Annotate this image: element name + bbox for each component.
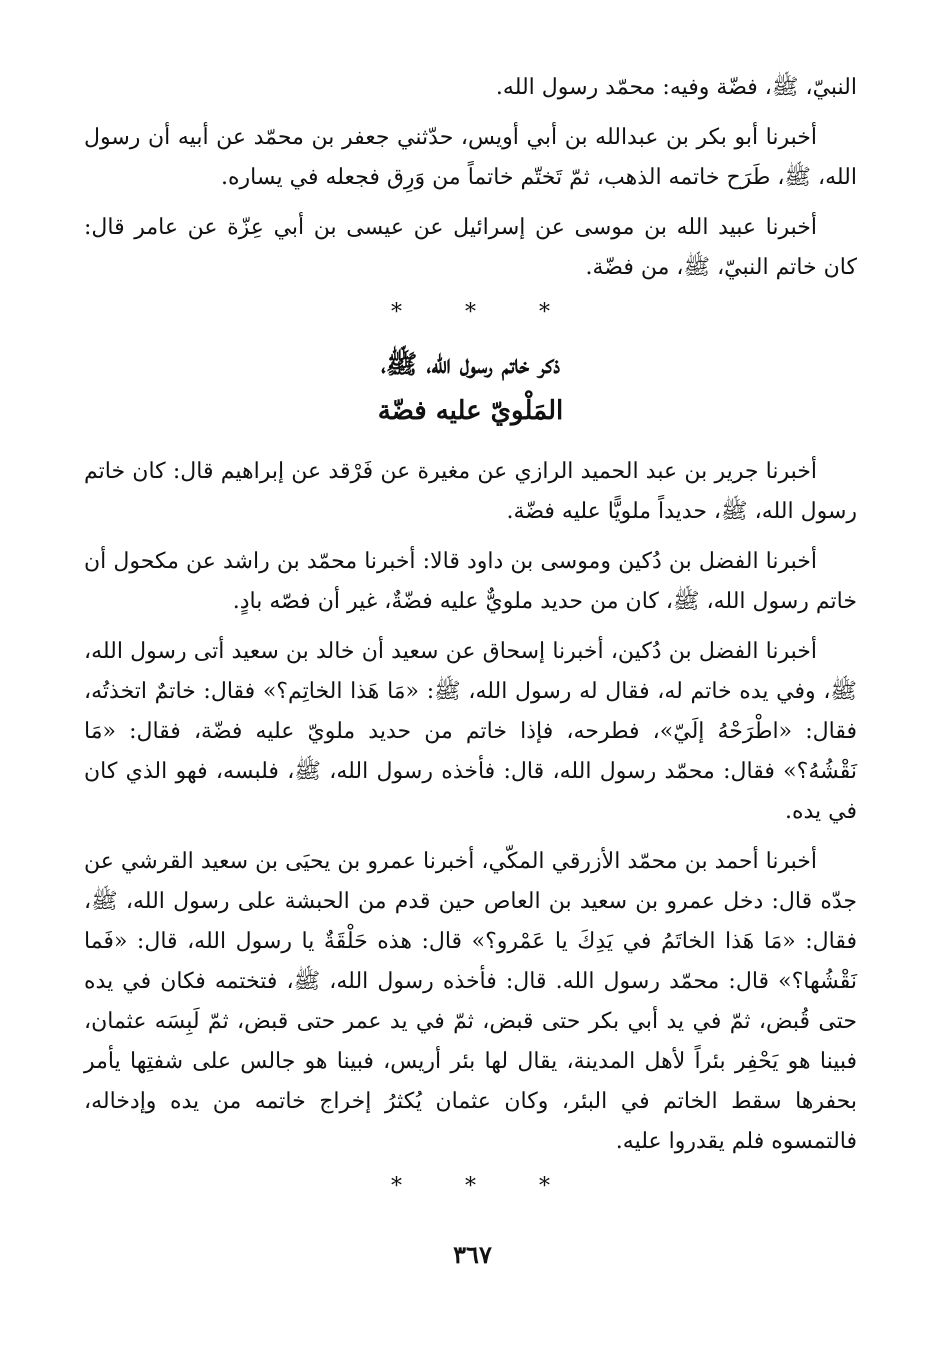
section-divider: [84, 1172, 857, 1202]
asterisk-ornament: *: [391, 300, 402, 325]
asterisk-ornament: *: [391, 1174, 402, 1199]
chapter-heading: [84, 342, 857, 434]
asterisk-ornament: *: [539, 300, 550, 325]
heading-line-1: ذكر خاتم رسول الله، ﷺ،: [380, 350, 561, 380]
paragraph: أخبرنا أحمد بن محمّد الأزرقي المكّي، أخبرنا عمرو بن يحيَى بن سعيد القرشي عن جدّه قال: دخل عمرو بن سعيد بن العاص حين قدم من الحبشة على رسول الله، ﷺ، فقال: «مَا هَذا الخاتَمُ في يَدِكَ يا عَمْرو؟» قال: هذه حَلْقَةٌ يا رسول الله، قال: «فَما نَقْشُها؟» قال: محمّد رسول الله. قال: فأخذه رسول الله، ﷺ، فتختمه فكان في يده حتى قُبض، ثمّ في يد أبي بكر حتى قبض، ثمّ في يد عمر حتى قبض، ثمّ لَبِسَه عثمان، فبينا هو يَحْفِر بئراً لأهل المدينة، يقال لها بئر أريس، فبينا هو جالس على شفتِها يأمر بحفرها سقط الخاتم في البئر، وكان عثمان يُكثرُ إخراج خاتمه من يده وإدخاله، فالتمسوه فلم يقدروا عليه.: [84, 849, 857, 1154]
page-number: ٣٦٧: [453, 1240, 492, 1269]
section-divider: [84, 298, 857, 328]
asterisk-ornament: *: [539, 1174, 550, 1199]
paragraph: أخبرنا أبو بكر بن عبدالله بن أبي أويس، حدّثني جعفر بن محمّد عن أبيه أن رسول الله، ﷺ، طَرَح خاتمه الذهب، ثمّ تَختّم خاتماً من وَرِق فجعله في يساره.: [84, 125, 857, 190]
heading-line-2: المَلْويّ عليه فضّة: [377, 396, 564, 426]
paragraph: أخبرنا الفضل بن دُكين، أخبرنا إسحاق عن سعيد أن خالد بن سعيد أتى رسول الله، ﷺ، وفي يده خاتم له، فقال له رسول الله، ﷺ: «مَا هَذا الخاتِم؟» فقال: خاتمٌ اتخذتُه، فقال: «اطْرَحْهُ إلَيّ»، فطرحه، فإذا خاتم من حديد ملويّ عليه فضّة، فقال: «مَا نَقْشُهُ؟» فقال: محمّد رسول الله، قال: فأخذه رسول الله، ﷺ، فلبسه، فهو الذي كان في يده.: [84, 639, 858, 824]
paragraph: أخبرنا جرير بن عبد الحميد الرازي عن مغيرة عن فَرْقد عن إبراهيم قال: كان خاتم رسول الله، ﷺ، حديداً ملويًّا عليه فضّة.: [84, 459, 857, 524]
asterisk-ornament: *: [465, 1174, 476, 1199]
paragraph: أخبرنا عبيد الله بن موسى عن إسرائيل عن عيسى بن أبي عِزّة عن عامر قال: كان خاتم النبيّ، ﷺ، من فضّة.: [84, 215, 857, 280]
asterisk-ornament: *: [465, 300, 476, 325]
paragraph: أخبرنا الفضل بن دُكين وموسى بن داود قالا: أخبرنا محمّد بن راشد عن مكحول أن خاتم رسول الله، ﷺ، كان من حديد ملويٌّ عليه فضّةٌ، غير أن فصّه بادٍ.: [84, 549, 857, 614]
paragraph-continued: النبيّ، ﷺ، فضّة وفيه: محمّد رسول الله.: [495, 75, 857, 100]
